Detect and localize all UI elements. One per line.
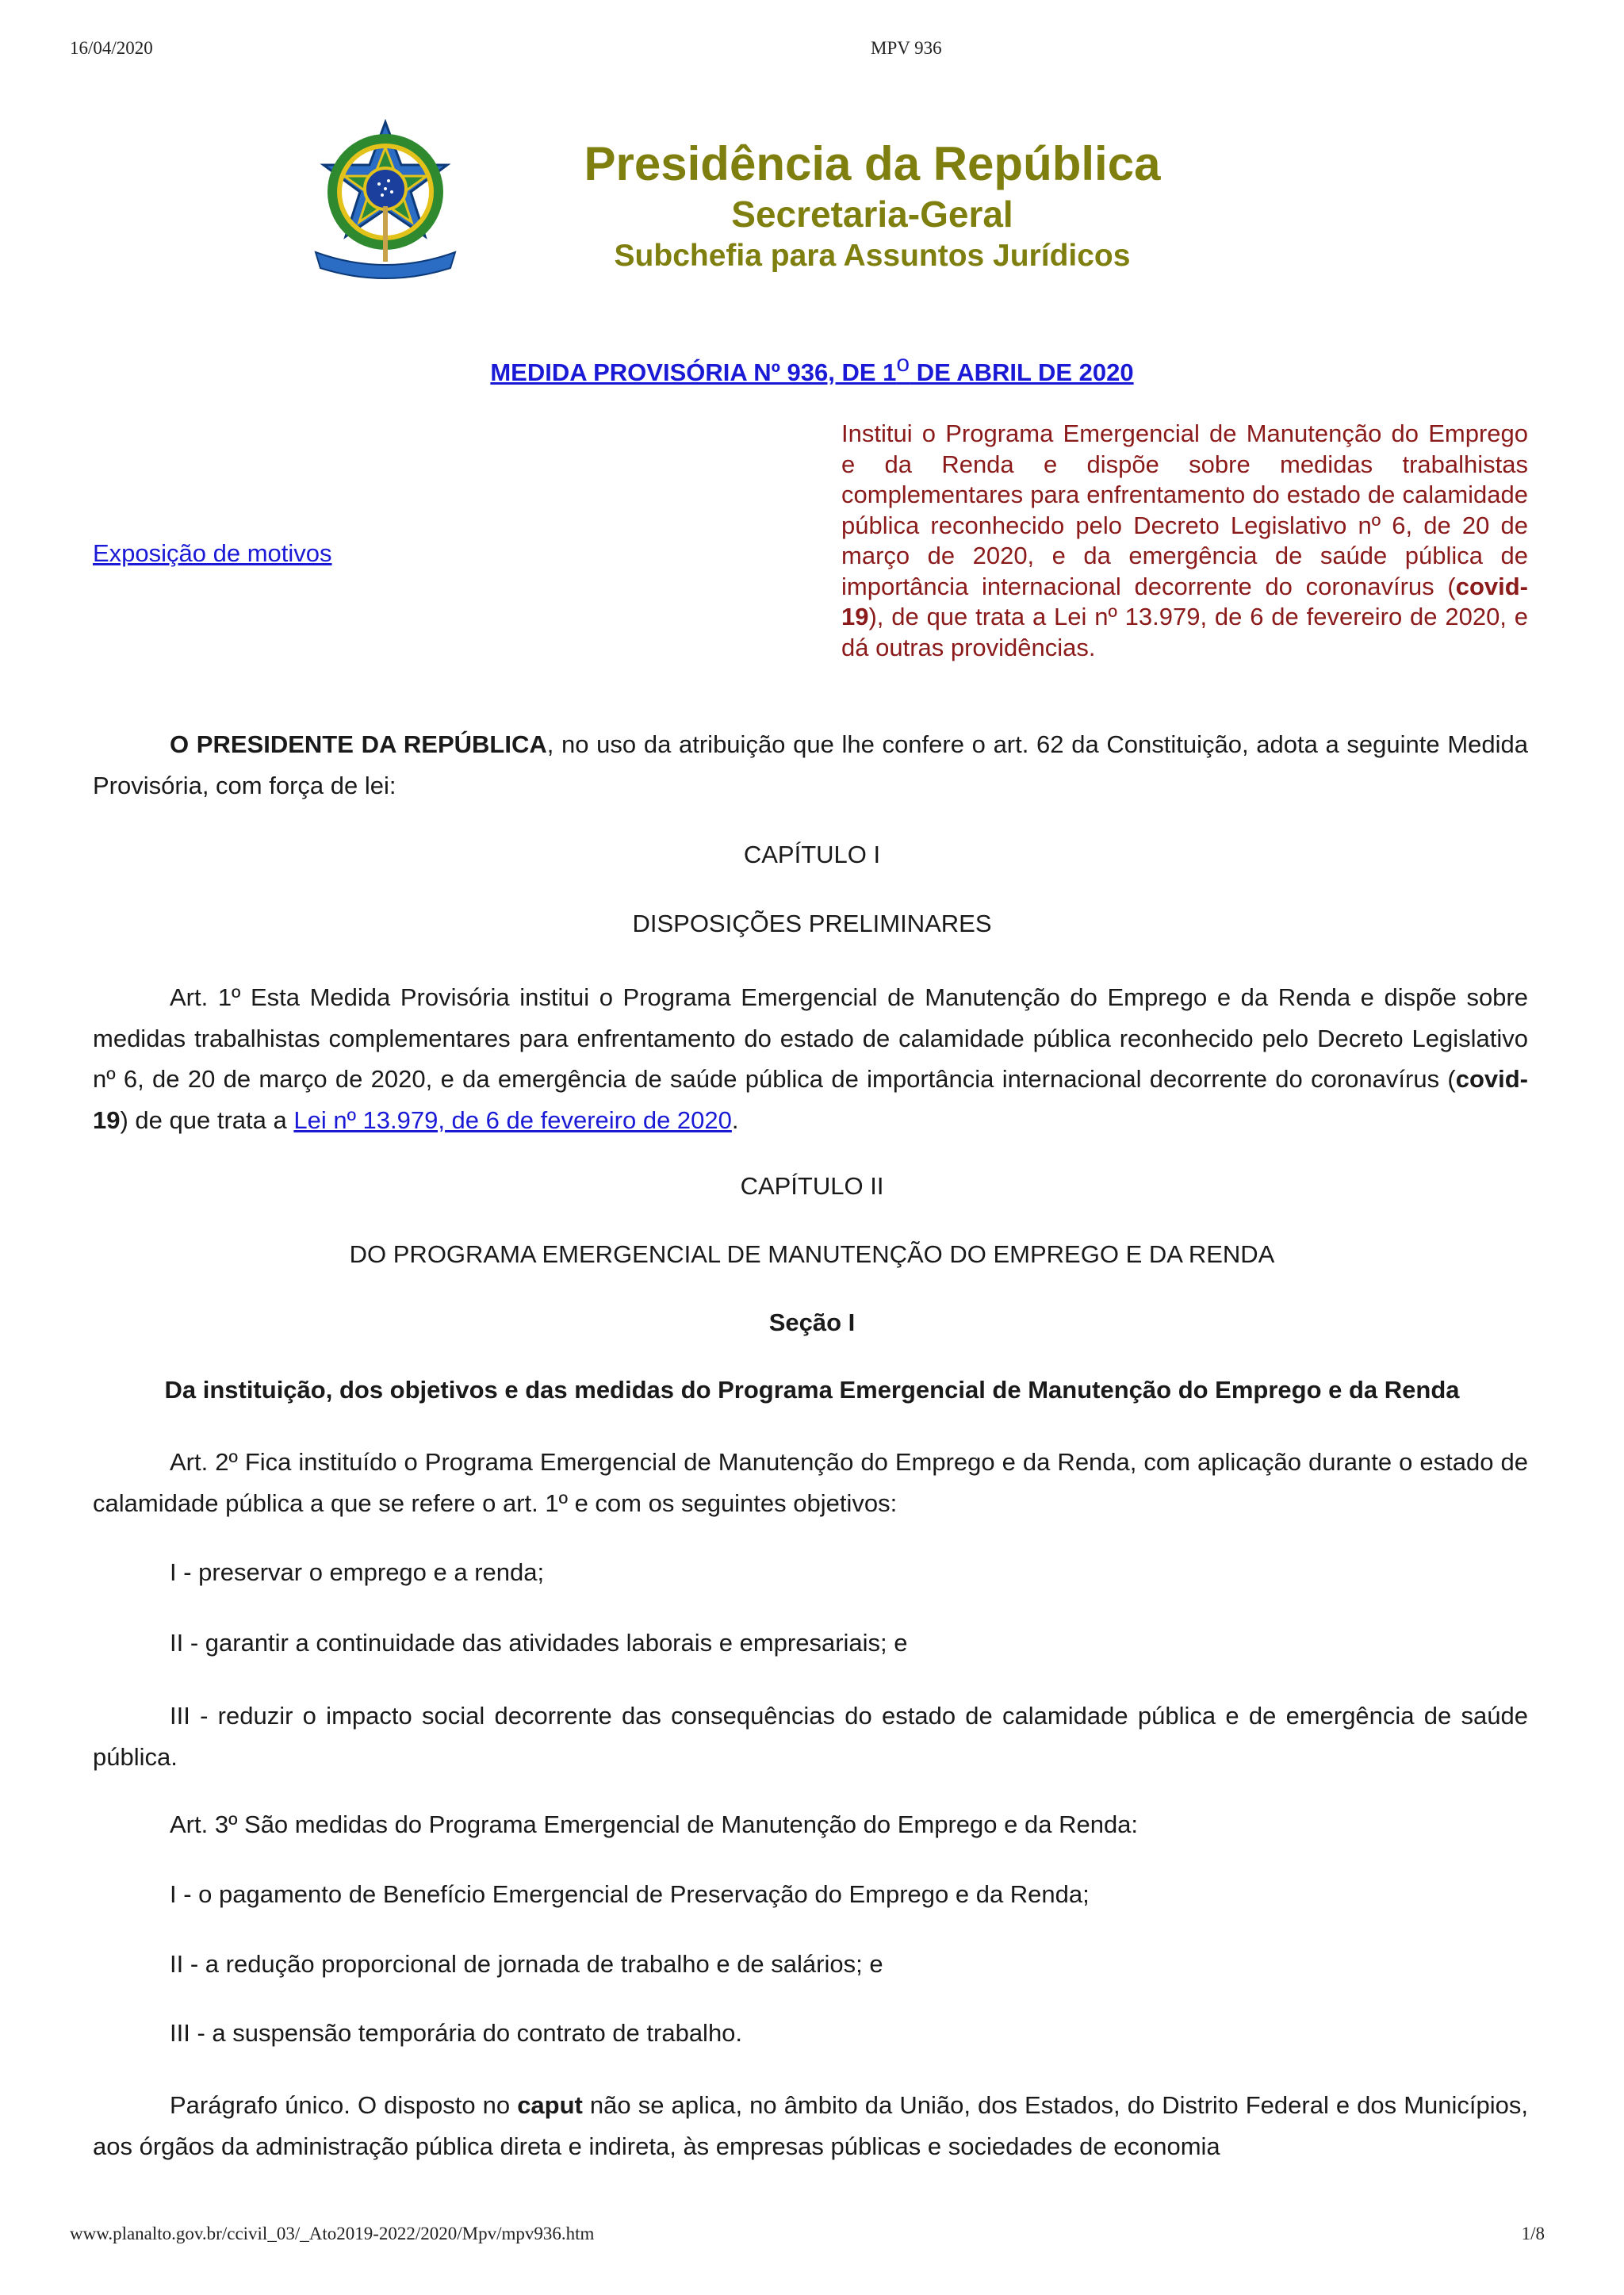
chapter-1-number: CAPÍTULO I — [743, 841, 881, 868]
header-secretariat: Secretaria-Geral — [731, 193, 1013, 235]
preamble: O PRESIDENTE DA REPÚBLICA, no uso da atribuição que lhe confere o art. 62 da Constituição, adota a seguinte Medida Provisória, com força de lei: — [93, 730, 1528, 799]
article-3-item-1: I - o pagamento de Benefício Emergencial de Preservação do Emprego e da Renda; — [170, 1880, 1090, 1908]
title-link[interactable]: MEDIDA PROVISÓRIA Nº 936, DE 1$^o$ DE ABRIL DE 2020 — [490, 351, 1134, 386]
article-2-item-1: I - preservar o emprego e a renda; — [170, 1558, 545, 1586]
print-date: 16/04/2020 — [70, 38, 153, 58]
chapter-2-number: CAPÍTULO II — [740, 1172, 884, 1200]
article-2-item-2: II - garantir a continuidade das atividades laborais e empresariais; e — [170, 1629, 908, 1657]
chapter-1-title: DISPOSIÇÕES PRELIMINARES — [632, 910, 992, 937]
print-url: www.planalto.gov.br/ccivil_03/_Ato2019-2022/2020/Mpv/mpv936.htm — [70, 2224, 595, 2243]
print-page-number: 1/8 — [1521, 2224, 1545, 2243]
header-presidency: Presidência da República — [584, 137, 1161, 190]
article-2: Art. 2º Fica instituído o Programa Emergencial de Manutenção do Emprego e da Renda, com aplicação durante o estado de calamidade pública a que se refere o art. 1º e com os seguintes objetivos: — [93, 1448, 1528, 1517]
article-3: Art. 3º São medidas do Programa Emergencial de Manutenção do Emprego e da Renda: — [170, 1810, 1139, 1838]
section-1-number: Seção I — [768, 1308, 856, 1336]
ementa: Institui o Programa Emergencial de Manutenção do Emprego e da Renda e dispõe sobre medidas trabalhistas complementares para enfrentamento do estado de calamidade pública reconhecido pelo Decreto Legislativo nº 6, de 20 de março de 2020, e da emergência de saúde pública de importância internacional decorrente do coronavírus (covid-19), de que trata a Lei nº 13.979, de 6 de fevereiro de 2020, e dá outras providências. — [841, 420, 1528, 661]
article-1: Art. 1º Esta Medida Provisória institui o Programa Emergencial de Manutenção do Emprego e da Renda e dispõe sobre medidas trabalhistas complementares para enfrentamento do estado de calamidade pública reconhecido pelo Decreto Legislativo nº 6, de 20 de março de 2020, e da emergência de saúde pública de importância internacional decorrente do coronavírus (covid-19) de que trata a Lei nº 13.979, de 6 de fevereiro de 2020. — [93, 983, 1528, 1134]
section-1-title: Da instituição, dos objetivos e das medidas do Programa Emergencial de Manutenção do Emprego e da Renda — [164, 1376, 1460, 1404]
article-3-item-3: III - a suspensão temporária do contrato de trabalho. — [170, 2019, 743, 2047]
chapter-2-title: DO PROGRAMA EMERGENCIAL DE MANUTENÇÃO DO EMPREGO E DA RENDA — [349, 1240, 1275, 1268]
lei-13979-link[interactable]: Lei nº 13.979, de 6 de fevereiro de 2020 — [293, 1105, 732, 1134]
document-title — [0, 351, 1624, 387]
article-3-item-2: II - a redução proporcional de jornada de trabalho e de salários; e — [170, 1950, 883, 1978]
print-title: MPV 936 — [871, 38, 942, 58]
exposicao-de-motivos-link[interactable]: Exposição de motivos — [93, 539, 332, 567]
article-3-paragraph: Parágrafo único. O disposto no caput não se aplica, no âmbito da União, dos Estados, do Distrito Federal e dos Municípios, aos órgãos da administração pública direta e indireta, às empresas públicas e sociedades de economia — [93, 2091, 1528, 2160]
article-2-item-3: III - reduzir o impacto social decorrente das consequências do estado de calamidade pública e de emergência de saúde pública. — [93, 1702, 1528, 1771]
coat-of-arms-logo — [308, 119, 463, 292]
header-subchefia: Subchefia para Assuntos Jurídicos — [614, 239, 1131, 273]
government-header — [555, 136, 1189, 276]
